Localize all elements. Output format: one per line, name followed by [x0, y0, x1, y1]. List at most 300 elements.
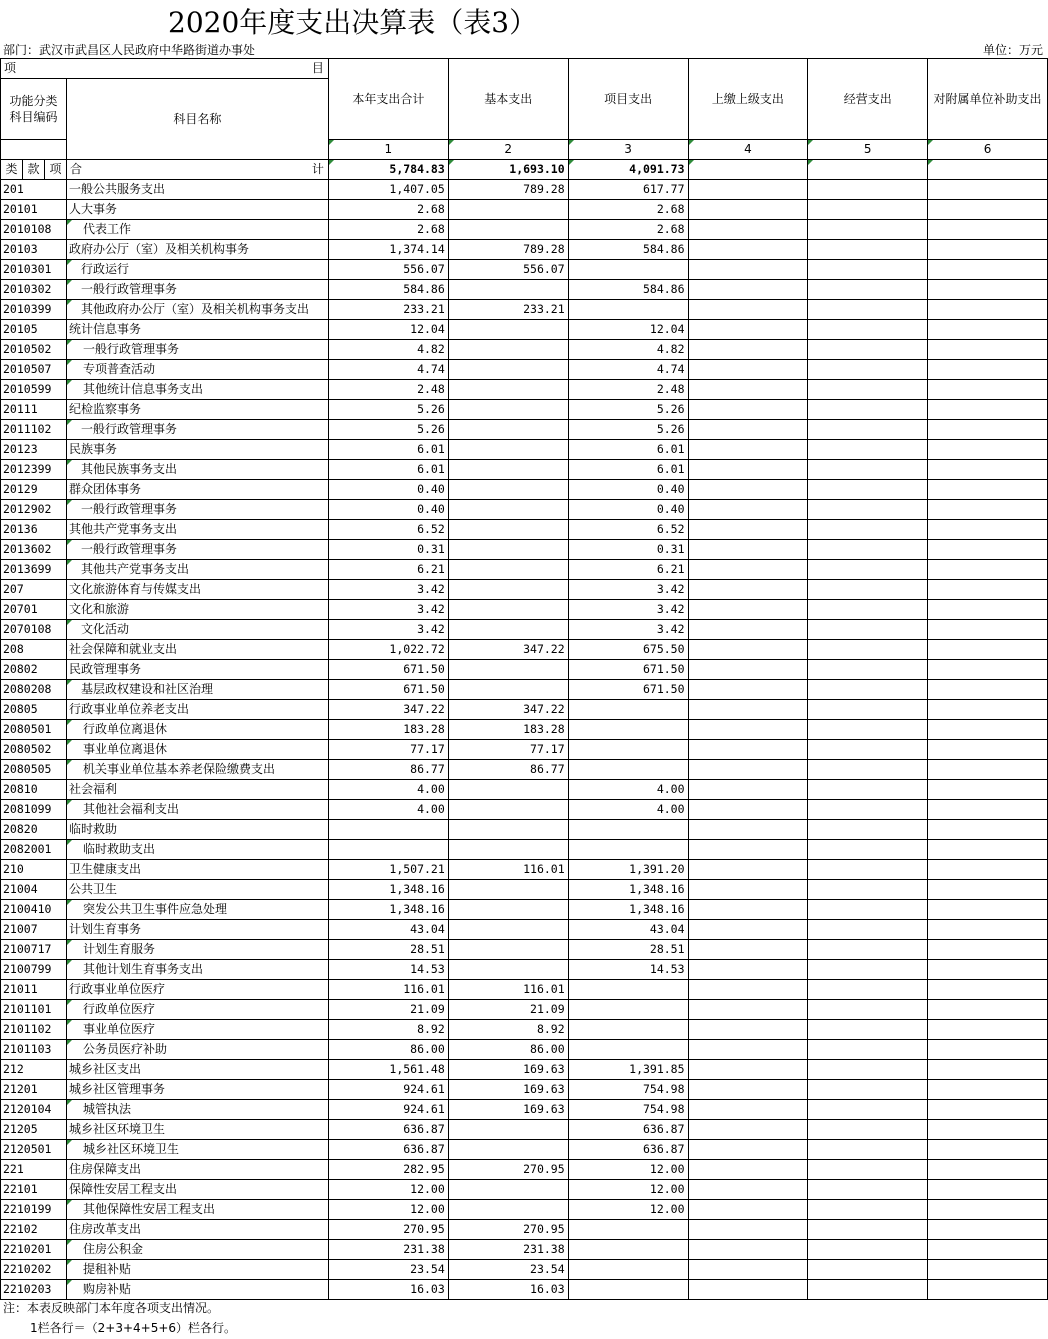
row-c3: 12.00: [568, 1200, 688, 1220]
row-c1: 116.01: [328, 980, 448, 1000]
row-c4: [688, 500, 808, 520]
row-code: 2013699: [1, 560, 67, 580]
header-col-project: 项目支出: [568, 59, 688, 140]
row-c1: 671.50: [328, 660, 448, 680]
row-name: 政府办公厅（室）及相关机构事务: [66, 240, 328, 260]
row-c2: 169.63: [448, 1060, 568, 1080]
table-row: [1, 940, 1048, 960]
row-c6: [928, 640, 1048, 660]
total-ji: 计: [311, 162, 324, 176]
row-name: 其他政府办公厅（室）及相关机构事务支出: [66, 300, 328, 320]
row-c4: [688, 260, 808, 280]
row-c5: [808, 880, 928, 900]
table-row: [1, 1160, 1048, 1180]
table-row: [1, 380, 1048, 400]
header-num-1: 1: [328, 140, 448, 160]
row-c2: [448, 480, 568, 500]
row-c1: 2.68: [328, 220, 448, 240]
row-c2: [448, 620, 568, 640]
row-c5: [808, 560, 928, 580]
row-c3: [568, 1020, 688, 1040]
row-code: 20111: [1, 400, 67, 420]
row-c3: 3.42: [568, 580, 688, 600]
table-row: [1, 740, 1048, 760]
row-c6: [928, 560, 1048, 580]
row-c2: 116.01: [448, 980, 568, 1000]
row-c4: [688, 1120, 808, 1140]
row-code: 20820: [1, 820, 67, 840]
row-code: 20810: [1, 780, 67, 800]
row-c3: 636.87: [568, 1140, 688, 1160]
table-row: [1, 1220, 1048, 1240]
table-row: [1, 320, 1048, 340]
table-row: [1, 580, 1048, 600]
row-c5: [808, 220, 928, 240]
row-c5: [808, 660, 928, 680]
row-c5: [808, 1200, 928, 1220]
row-c1: 86.00: [328, 1040, 448, 1060]
row-c5: [808, 740, 928, 760]
row-c3: 12.00: [568, 1160, 688, 1180]
table-row: [1, 1200, 1048, 1220]
row-c5: [808, 980, 928, 1000]
row-code: 2120104: [1, 1100, 67, 1120]
row-code: 207: [1, 580, 67, 600]
row-code: 2080502: [1, 740, 67, 760]
row-c2: [448, 820, 568, 840]
table-row: [1, 900, 1048, 920]
table-row: [1, 1020, 1048, 1040]
row-c3: 671.50: [568, 660, 688, 680]
row-name: 行政事业单位医疗: [66, 980, 328, 1000]
row-c4: [688, 880, 808, 900]
row-c4: [688, 300, 808, 320]
row-c4: [688, 920, 808, 940]
row-c4: [688, 1080, 808, 1100]
row-name: 保障性安居工程支出: [66, 1180, 328, 1200]
row-code: 2010301: [1, 260, 67, 280]
row-c5: [808, 400, 928, 420]
row-c5: [808, 200, 928, 220]
row-c4: [688, 940, 808, 960]
row-c2: [448, 600, 568, 620]
row-c5: [808, 1140, 928, 1160]
table-row: [1, 500, 1048, 520]
row-c6: [928, 460, 1048, 480]
row-c1: 6.52: [328, 520, 448, 540]
row-c5: [808, 180, 928, 200]
row-c2: [448, 840, 568, 860]
row-c6: [928, 340, 1048, 360]
row-c6: [928, 1220, 1048, 1240]
row-c2: 23.54: [448, 1260, 568, 1280]
row-c2: 86.00: [448, 1040, 568, 1060]
header-num-4: 4: [688, 140, 808, 160]
row-code: 22102: [1, 1220, 67, 1240]
row-name: 统计信息事务: [66, 320, 328, 340]
row-c3: 0.40: [568, 480, 688, 500]
row-c5: [808, 1100, 928, 1120]
row-c4: [688, 1220, 808, 1240]
row-code: 2100799: [1, 960, 67, 980]
row-code: 21205: [1, 1120, 67, 1140]
row-code: 20701: [1, 600, 67, 620]
table-row: [1, 920, 1048, 940]
row-name: 其他计划生育事务支出: [66, 960, 328, 980]
row-c6: [928, 1240, 1048, 1260]
row-c6: [928, 760, 1048, 780]
row-c6: [928, 860, 1048, 880]
row-c2: 347.22: [448, 700, 568, 720]
row-c1: 4.00: [328, 780, 448, 800]
row-c4: [688, 540, 808, 560]
header-col-business: 经营支出: [808, 59, 928, 140]
row-name: 事业单位离退休: [66, 740, 328, 760]
row-c5: [808, 1080, 928, 1100]
row-c2: [448, 560, 568, 580]
row-code: 221: [1, 1160, 67, 1180]
row-c3: 584.86: [568, 280, 688, 300]
row-name: 购房补贴: [66, 1280, 328, 1300]
row-c2: [448, 580, 568, 600]
row-c5: [808, 360, 928, 380]
row-c2: [448, 800, 568, 820]
row-c3: 6.21: [568, 560, 688, 580]
table-row: [1, 640, 1048, 660]
row-c6: [928, 800, 1048, 820]
row-c5: [808, 1260, 928, 1280]
row-code: 2082001: [1, 840, 67, 860]
table-row: [1, 1260, 1048, 1280]
row-c6: [928, 320, 1048, 340]
row-c3: [568, 1240, 688, 1260]
row-c3: 4.82: [568, 340, 688, 360]
row-c4: [688, 620, 808, 640]
row-c2: [448, 960, 568, 980]
row-name: 群众团体事务: [66, 480, 328, 500]
row-c5: [808, 1240, 928, 1260]
row-c1: 0.31: [328, 540, 448, 560]
header-num-2: 2: [448, 140, 568, 160]
row-c3: 617.77: [568, 180, 688, 200]
row-c6: [928, 580, 1048, 600]
row-c2: 169.63: [448, 1100, 568, 1120]
row-c4: [688, 1240, 808, 1260]
table-row: [1, 1080, 1048, 1100]
department-label: 部门：武汉市武昌区人民政府中华路街道办事处: [3, 43, 256, 57]
row-c6: [928, 1140, 1048, 1160]
row-name: 公共卫生: [66, 880, 328, 900]
row-c3: 2.48: [568, 380, 688, 400]
row-c1: [328, 840, 448, 860]
row-c5: [808, 320, 928, 340]
row-c3: 1,391.20: [568, 860, 688, 880]
header-lei: 类: [1, 160, 23, 180]
row-c6: [928, 720, 1048, 740]
row-name: 一般行政管理事务: [66, 280, 328, 300]
row-c3: 5.26: [568, 400, 688, 420]
header-num-5: 5: [808, 140, 928, 160]
row-name: 社会福利: [66, 780, 328, 800]
row-c4: [688, 280, 808, 300]
row-c1: 16.03: [328, 1280, 448, 1300]
unit-label: 单位：万元: [982, 43, 1043, 57]
header-xiang2: 项: [44, 160, 66, 180]
row-c2: [448, 400, 568, 420]
row-c1: 2.68: [328, 200, 448, 220]
row-name: 城乡社区环境卫生: [66, 1140, 328, 1160]
row-c4: [688, 780, 808, 800]
row-c5: [808, 420, 928, 440]
row-c4: [688, 1200, 808, 1220]
table-row: [1, 1060, 1048, 1080]
row-code: 20105: [1, 320, 67, 340]
header-num-6: 6: [928, 140, 1048, 160]
row-c2: [448, 940, 568, 960]
row-c5: [808, 700, 928, 720]
row-c4: [688, 860, 808, 880]
row-name: 城管执法: [66, 1100, 328, 1120]
row-c3: [568, 1220, 688, 1240]
table-row: [1, 460, 1048, 480]
row-c6: [928, 540, 1048, 560]
row-code: 2011102: [1, 420, 67, 440]
table-row: [1, 960, 1048, 980]
row-c2: [448, 420, 568, 440]
table-row: [1, 240, 1048, 260]
row-name: 城乡社区支出: [66, 1060, 328, 1080]
row-c1: 1,507.21: [328, 860, 448, 880]
row-name: 提租补贴: [66, 1260, 328, 1280]
row-c5: [808, 640, 928, 660]
row-c3: [568, 760, 688, 780]
row-c1: 671.50: [328, 680, 448, 700]
header-subject-name: 科目名称: [66, 79, 328, 160]
row-c1: 1,348.16: [328, 880, 448, 900]
row-c2: [448, 360, 568, 380]
row-c1: 12.04: [328, 320, 448, 340]
row-code: 2101103: [1, 1040, 67, 1060]
row-c4: [688, 760, 808, 780]
row-c5: [808, 860, 928, 880]
row-c3: 1,391.85: [568, 1060, 688, 1080]
row-c5: [808, 580, 928, 600]
table-row: [1, 540, 1048, 560]
row-c1: 636.87: [328, 1140, 448, 1160]
row-name: 行政单位医疗: [66, 1000, 328, 1020]
row-c3: 6.01: [568, 440, 688, 460]
row-c3: 1,348.16: [568, 880, 688, 900]
row-c3: 6.52: [568, 520, 688, 540]
row-code: 2010599: [1, 380, 67, 400]
row-name: 社会保障和就业支出: [66, 640, 328, 660]
table-row: [1, 340, 1048, 360]
header-col-total: 本年支出合计: [328, 59, 448, 140]
table-row: [1, 1180, 1048, 1200]
table-row: [1, 1100, 1048, 1120]
table-row: [1, 1140, 1048, 1160]
row-name: 其他保障性安居工程支出: [66, 1200, 328, 1220]
row-c1: 1,407.05: [328, 180, 448, 200]
row-c2: 233.21: [448, 300, 568, 320]
row-c1: 3.42: [328, 620, 448, 640]
row-c2: 347.22: [448, 640, 568, 660]
row-c3: 4.00: [568, 800, 688, 820]
row-c2: [448, 920, 568, 940]
row-name: 民族事务: [66, 440, 328, 460]
row-c6: [928, 1100, 1048, 1120]
table-row: [1, 620, 1048, 640]
row-code: 21007: [1, 920, 67, 940]
row-c3: 754.98: [568, 1100, 688, 1120]
row-c3: 0.40: [568, 500, 688, 520]
row-code: 20136: [1, 520, 67, 540]
row-name: 代表工作: [66, 220, 328, 240]
row-c6: [928, 740, 1048, 760]
row-c4: [688, 440, 808, 460]
row-c2: [448, 1180, 568, 1200]
row-c2: [448, 460, 568, 480]
row-c1: 1,348.16: [328, 900, 448, 920]
row-c1: 8.92: [328, 1020, 448, 1040]
row-code: 20805: [1, 700, 67, 720]
row-c5: [808, 340, 928, 360]
row-c4: [688, 1040, 808, 1060]
row-name: 一般行政管理事务: [66, 420, 328, 440]
row-code: 2210201: [1, 1240, 67, 1260]
row-c3: 636.87: [568, 1120, 688, 1140]
row-c2: 77.17: [448, 740, 568, 760]
row-c5: [808, 960, 928, 980]
total-c5: [808, 160, 928, 180]
row-c1: 77.17: [328, 740, 448, 760]
row-name: 城乡社区管理事务: [66, 1080, 328, 1100]
row-code: 2101102: [1, 1020, 67, 1040]
row-c4: [688, 700, 808, 720]
row-c1: 231.38: [328, 1240, 448, 1260]
table-row: [1, 1240, 1048, 1260]
row-name: 其他统计信息事务支出: [66, 380, 328, 400]
row-c1: 0.40: [328, 500, 448, 520]
row-c5: [808, 480, 928, 500]
row-c2: [448, 340, 568, 360]
row-c5: [808, 1180, 928, 1200]
row-c5: [808, 1000, 928, 1020]
table-row: [1, 780, 1048, 800]
row-c3: [568, 720, 688, 740]
row-name: 住房公积金: [66, 1240, 328, 1260]
row-c3: [568, 840, 688, 860]
row-c3: 2.68: [568, 220, 688, 240]
row-name: 文化和旅游: [66, 600, 328, 620]
row-name: 文化旅游体育与传媒支出: [66, 580, 328, 600]
row-c4: [688, 340, 808, 360]
row-c4: [688, 180, 808, 200]
row-c5: [808, 440, 928, 460]
row-c1: 3.42: [328, 580, 448, 600]
row-name: 其他共产党事务支出: [66, 560, 328, 580]
row-name: 一般行政管理事务: [66, 340, 328, 360]
row-c3: 675.50: [568, 640, 688, 660]
row-code: 20103: [1, 240, 67, 260]
row-c3: 671.50: [568, 680, 688, 700]
header-xiang: 项: [4, 61, 17, 75]
row-c4: [688, 820, 808, 840]
row-c3: [568, 300, 688, 320]
header-col-subsidy: 对附属单位补助支出: [928, 59, 1048, 140]
row-c4: [688, 1000, 808, 1020]
row-c1: 43.04: [328, 920, 448, 940]
row-name: 一般公共服务支出: [66, 180, 328, 200]
row-c2: [448, 1200, 568, 1220]
row-c6: [928, 780, 1048, 800]
row-name: 突发公共卫生事件应急处理: [66, 900, 328, 920]
row-code: 2070108: [1, 620, 67, 640]
row-c1: 233.21: [328, 300, 448, 320]
row-name: 住房保障支出: [66, 1160, 328, 1180]
row-c3: 5.26: [568, 420, 688, 440]
table-body: [1, 160, 1048, 1300]
note-line-1: 注：本表反映部门本年度各项支出情况。: [3, 1301, 220, 1315]
row-c6: [928, 700, 1048, 720]
row-c1: 924.61: [328, 1080, 448, 1100]
row-c2: [448, 380, 568, 400]
row-c6: [928, 420, 1048, 440]
table-row: [1, 880, 1048, 900]
row-c3: 754.98: [568, 1080, 688, 1100]
table-row: [1, 840, 1048, 860]
row-code: 2010399: [1, 300, 67, 320]
row-code: 2010507: [1, 360, 67, 380]
row-c3: 6.01: [568, 460, 688, 480]
row-c6: [928, 1000, 1048, 1020]
total-c6: [928, 160, 1048, 180]
row-c1: 5.26: [328, 400, 448, 420]
header-num-3: 3: [568, 140, 688, 160]
row-c2: 16.03: [448, 1280, 568, 1300]
row-c4: [688, 520, 808, 540]
row-c5: [808, 780, 928, 800]
row-c6: [928, 1040, 1048, 1060]
row-c4: [688, 1260, 808, 1280]
table-row: [1, 800, 1048, 820]
row-code: 212: [1, 1060, 67, 1080]
row-code: 201: [1, 180, 67, 200]
row-c2: 86.77: [448, 760, 568, 780]
row-c3: [568, 1280, 688, 1300]
row-c2: 116.01: [448, 860, 568, 880]
row-c1: 584.86: [328, 280, 448, 300]
row-name: 其他共产党事务支出: [66, 520, 328, 540]
row-c6: [928, 820, 1048, 840]
row-c3: [568, 740, 688, 760]
row-c3: 4.74: [568, 360, 688, 380]
row-name: 基层政权建设和社区治理: [66, 680, 328, 700]
total-he: 合: [69, 162, 82, 176]
row-c6: [928, 1120, 1048, 1140]
row-c4: [688, 1280, 808, 1300]
row-c4: [688, 660, 808, 680]
row-c3: 0.31: [568, 540, 688, 560]
row-c1: 12.00: [328, 1180, 448, 1200]
table-row: [1, 280, 1048, 300]
row-c4: [688, 960, 808, 980]
row-c6: [928, 920, 1048, 940]
row-code: 2080505: [1, 760, 67, 780]
table-row: [1, 400, 1048, 420]
row-c2: [448, 1140, 568, 1160]
table-row: [1, 1040, 1048, 1060]
